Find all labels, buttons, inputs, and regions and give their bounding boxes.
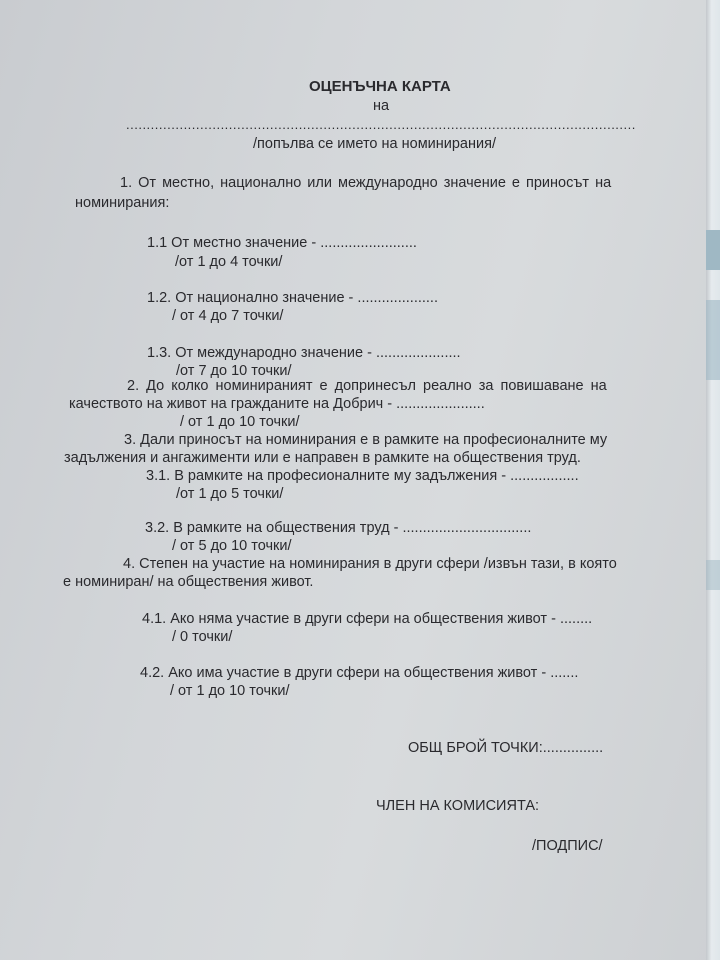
criterion-1-3-range: /от 7 до 10 точки/ [176, 363, 292, 379]
criterion-2-text: 2. До колко номинираният е допринесъл реално за повишаване на [127, 378, 607, 394]
criterion-4-1-label: 4.1. Ако няма участие в други сфери на обществения живот - ........ [142, 611, 593, 627]
criterion-2-range: / от 1 до 10 точки/ [180, 414, 300, 430]
commission-member: ЧЛЕН НА КОМИСИЯТА: [376, 798, 540, 814]
criterion-3-text: 3. Дали приносът на номинирания е в рамките на професионалните му [124, 432, 608, 448]
criterion-3-text-cont: задължения и ангажименти или е направен в рамките на обществения труд. [64, 450, 581, 466]
document-subtitle: на [373, 98, 390, 114]
criterion-3-1-range: /от 1 до 5 точки/ [176, 486, 284, 502]
nominee-name-line: ............................................................................................................................ [126, 117, 636, 132]
criterion-3-1-label: 3.1. В рамките на професионалните му задължения - ................. [146, 468, 579, 484]
criterion-1-2-range: / от 4 до 7 точки/ [172, 308, 284, 324]
criterion-4-2-range: / от 1 до 10 точки/ [170, 683, 290, 699]
signature-placeholder: /ПОДПИС/ [532, 838, 603, 854]
criterion-4-2-label: 4.2. Ако има участие в други сфери на обществения живот - ....... [140, 665, 579, 681]
criterion-2-text-cont: качеството на живот на гражданите на Добрич - ...................... [69, 396, 485, 412]
criterion-1-text: 1. От местно, национално или международно значение е приносът на [120, 175, 612, 191]
total-points: ОБЩ БРОЙ ТОЧКИ:............... [408, 740, 604, 756]
nominee-name-hint: /попълва се името на номинирания/ [253, 136, 496, 152]
criterion-4-1-range: / 0 точки/ [172, 629, 233, 645]
criterion-1-1-label: 1.1 От местно значение - ........................ [147, 235, 417, 251]
background-spot [706, 230, 720, 270]
criterion-4-text-cont: е номиниран/ на обществения живот. [63, 574, 314, 590]
background-spot [706, 560, 720, 590]
criterion-1-2-label: 1.2. От национално значение - .................... [147, 290, 438, 306]
document-title: ОЦЕНЪЧНА КАРТА [309, 78, 451, 95]
criterion-3-2-range: / от 5 до 10 точки/ [172, 538, 292, 554]
background-spot [706, 300, 720, 380]
criterion-1-text-cont: номинирания: [75, 195, 170, 211]
criterion-3-2-label: 3.2. В рамките на обществения труд - ................................ [145, 520, 532, 536]
page-edge [706, 0, 720, 960]
criterion-1-1-range: /от 1 до 4 точки/ [175, 254, 283, 270]
criterion-4-text: 4. Степен на участие на номинирания в други сфери /извън тази, в която [123, 556, 617, 572]
criterion-1-3-label: 1.3. От международно значение - ..................... [147, 345, 461, 361]
